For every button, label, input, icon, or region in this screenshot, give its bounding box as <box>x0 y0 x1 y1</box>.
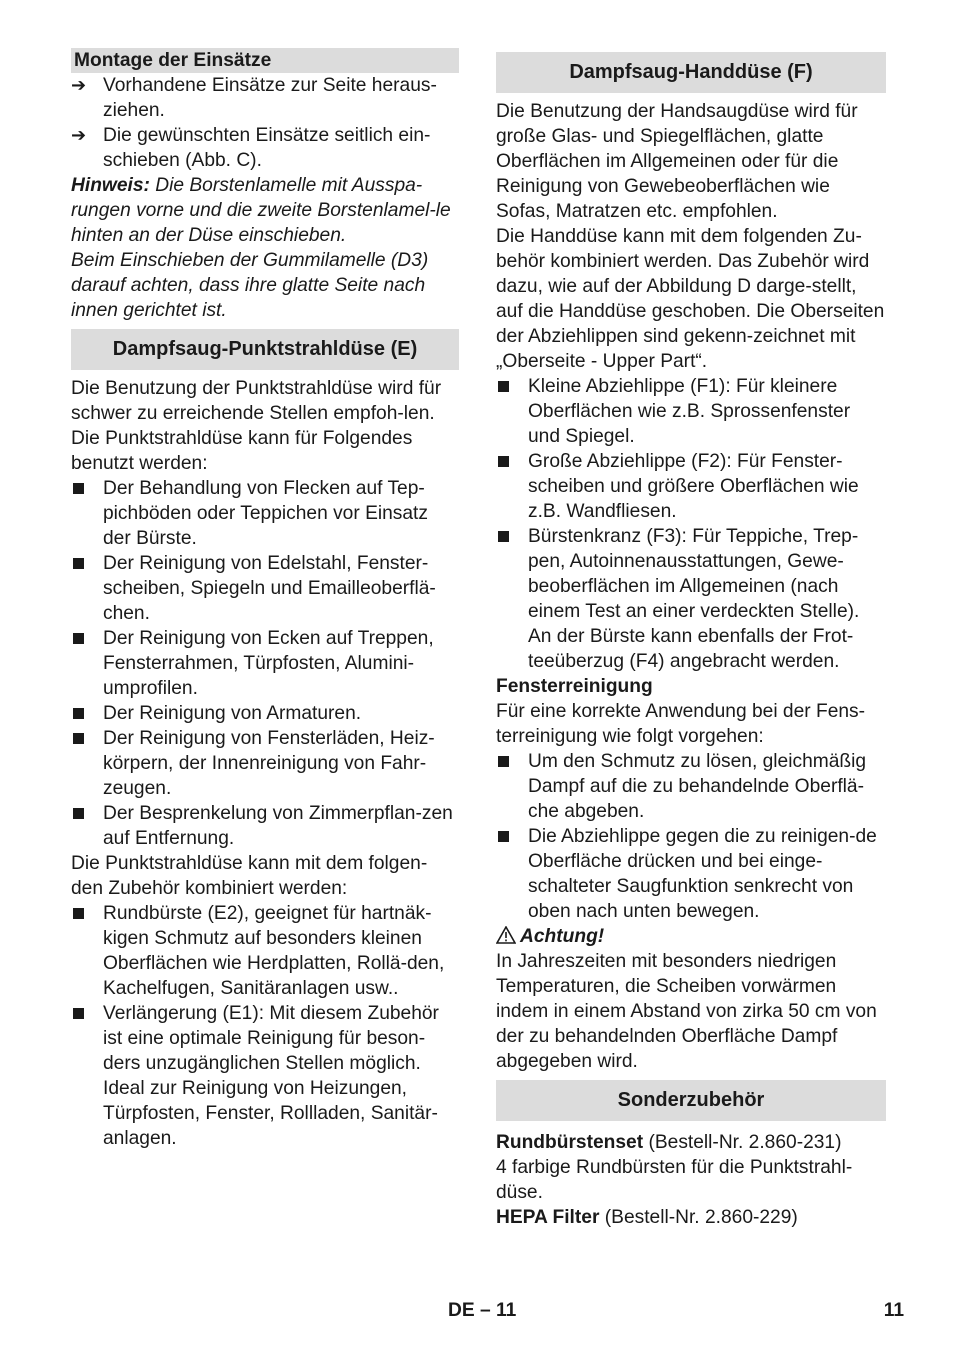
square-bullet-icon <box>73 483 84 494</box>
square-bullet-icon <box>73 708 84 719</box>
list-item: Verlängerung (E1): Mit diesem Zubehör ist eine optimale Reinigung für beson-ders unzugänglichen Stellen möglich. Ideal zur Reinigung von Heizungen, Türpfosten, Fenster, Rollladen, Sanitär-anlagen. <box>71 1001 459 1151</box>
accessory-1-name: Rundbürstenset <box>496 1132 644 1153</box>
square-bullet-icon <box>73 558 84 569</box>
list-item: Der Reinigung von Ecken auf Treppen, Fensterrahmen, Türpfosten, Alumini-umprofilen. <box>71 626 459 701</box>
accessory-1 <box>496 1130 886 1155</box>
square-bullet-icon <box>498 531 509 542</box>
footer-page-label: DE – 11 <box>448 1300 517 1321</box>
warning-label: Achtung! <box>520 926 605 947</box>
list-item: Kleine Abziehlippe (F1): Für kleinere Oberflächen wie z.B. Sprossenfenster und Spiegel. <box>496 374 886 449</box>
list-item: Der Besprenkelung von Zimmerpflan-zen auf Entfernung. <box>71 801 459 851</box>
list-item: Rundbürste (E2), geeignet für hartnäk-kigen Schmutz auf besonders kleinen Oberflächen wie Herdplatten, Rollä-den, Kachelfugen, Sanitäranlagen usw.. <box>71 901 459 1001</box>
section-heading-accessories: Sonderzubehör <box>496 1080 886 1121</box>
list-item: Bürstenkranz (F3): Für Teppiche, Trep-pen, Autoinnenausstattungen, Gewe-beoberflächen im Allgemeinen (nach einem Test an einer verdeckten Stelle). An der Bürste kann ebenfalls der Frot-teeüberzug (F4) angebracht werden. <box>496 524 886 674</box>
list-item: Die Abziehlippe gegen die zu reinigen-de Oberfläche drücken und bei einge-schalteter Saugfunktion senkrecht von oben nach unten bewegen. <box>496 824 886 924</box>
list-item: Der Reinigung von Edelstahl, Fenster-scheiben, Spiegeln und Emailleoberflä-chen. <box>71 551 459 626</box>
square-bullet-icon <box>73 1008 84 1019</box>
left-column <box>71 48 459 1151</box>
list-item: Der Reinigung von Armaturen. <box>71 701 459 726</box>
list-item: Um den Schmutz zu lösen, gleichmäßig Dampf auf die zu behandelnde Oberflä-che abgeben. <box>496 749 886 824</box>
arrow-right-icon: ➔ <box>71 125 87 145</box>
footer-page-number: 11 <box>883 1300 904 1321</box>
e-uses-list <box>71 476 459 851</box>
f-intro-1: Die Benutzung der Handsaugdüse wird für große Glas- und Spiegelflächen, glatte Oberflächen im Allgemeinen oder für die Reinigung von Gewebeoberflächen wie Sofas, Matratzen etc. empfohlen. <box>496 101 858 222</box>
montage-step: ➔ Die gewünschten Einsätze seitlich ein-schieben (Abb. C). <box>71 125 431 171</box>
e-accessories-list <box>71 901 459 1151</box>
hint-paragraph-2: Beim Einschieben der Gummilamelle (D3) darauf achten, dass ihre glatte Seite nach innen gerichtet ist. <box>71 250 429 321</box>
e-intro-1: Die Benutzung der Punktstrahldüse wird für schwer zu erreichende Stellen empfoh-len. <box>71 378 442 424</box>
f-items-list <box>496 374 886 674</box>
montage-title: Montage der Einsätze <box>71 48 459 73</box>
montage-step: ➔ Vorhandene Einsätze zur Seite heraus-ziehen. <box>71 75 437 121</box>
f-intro-2: Die Handdüse kann mit dem folgenden Zu-behör kombiniert werden. Das Zubehör wird dazu, wie auf der Abbildung D darge-stellt, auf die Handdüse geschoben. Die Oberseiten der Abziehlippen sind gekenn-zeichnet mit „Oberseite - Upper Part“. <box>496 226 885 372</box>
square-bullet-icon <box>498 756 509 767</box>
square-bullet-icon <box>73 633 84 644</box>
list-item: Der Behandlung von Flecken auf Tep-pichböden oder Teppichen vor Einsatz der Bürste. <box>71 476 459 551</box>
accessory-1-order: (Bestell-Nr. 2.860-231) <box>643 1132 842 1153</box>
window-intro: Für eine korrekte Anwendung bei der Fens-terreinigung wie folgt vorgehen: <box>496 701 866 747</box>
hint-paragraph: Hinweis: Die Borstenlamelle mit Ausspa-rungen vorne und die zweite Borstenlamel-le hinten an der Düse einschieben. <box>71 175 451 246</box>
square-bullet-icon <box>73 733 84 744</box>
section-heading-f: Dampfsaug-Handdüse (F) <box>496 52 886 93</box>
list-item: Der Reinigung von Fensterläden, Heiz-körpern, der Innenreinigung von Fahr-zeugen. <box>71 726 459 801</box>
square-bullet-icon <box>73 808 84 819</box>
list-item: Große Abziehlippe (F2): Für Fenster-scheiben und größere Oberflächen wie z.B. Wandfliesen. <box>496 449 886 524</box>
square-bullet-icon <box>73 908 84 919</box>
accessory-1-desc: 4 farbige Rundbürsten für die Punktstrahl-düse. <box>496 1157 853 1203</box>
square-bullet-icon <box>498 456 509 467</box>
warning-text: In Jahreszeiten mit besonders niedrigen Temperaturen, die Scheiben vorwärmen indem in einem Abstand von zirka 50 cm von der zu behandelnden Oberfläche Dampf abgegeben wird. <box>496 951 877 1072</box>
arrow-right-icon: ➔ <box>71 75 87 95</box>
montage-steps <box>71 73 459 173</box>
window-steps-list <box>496 749 886 924</box>
warning-heading <box>496 924 886 949</box>
square-bullet-icon <box>498 381 509 392</box>
section-heading-e: Dampfsaug-Punktstrahldüse (E) <box>71 329 459 370</box>
square-bullet-icon <box>498 831 509 842</box>
right-column <box>496 48 886 1230</box>
accessory-2 <box>496 1205 886 1230</box>
e-intro-2: Die Punktstrahldüse kann für Folgendes benutzt werden: <box>71 428 413 474</box>
window-cleaning-title: Fensterreinigung <box>496 676 653 697</box>
accessory-2-name: HEPA Filter <box>496 1207 600 1228</box>
warning-triangle-icon <box>496 924 520 949</box>
accessory-2-order: (Bestell-Nr. 2.860-229) <box>599 1207 798 1228</box>
e-combo: Die Punktstrahldüse kann mit dem folgen-den Zubehör kombiniert werden: <box>71 853 428 899</box>
hint-label: Hinweis: <box>71 175 150 196</box>
